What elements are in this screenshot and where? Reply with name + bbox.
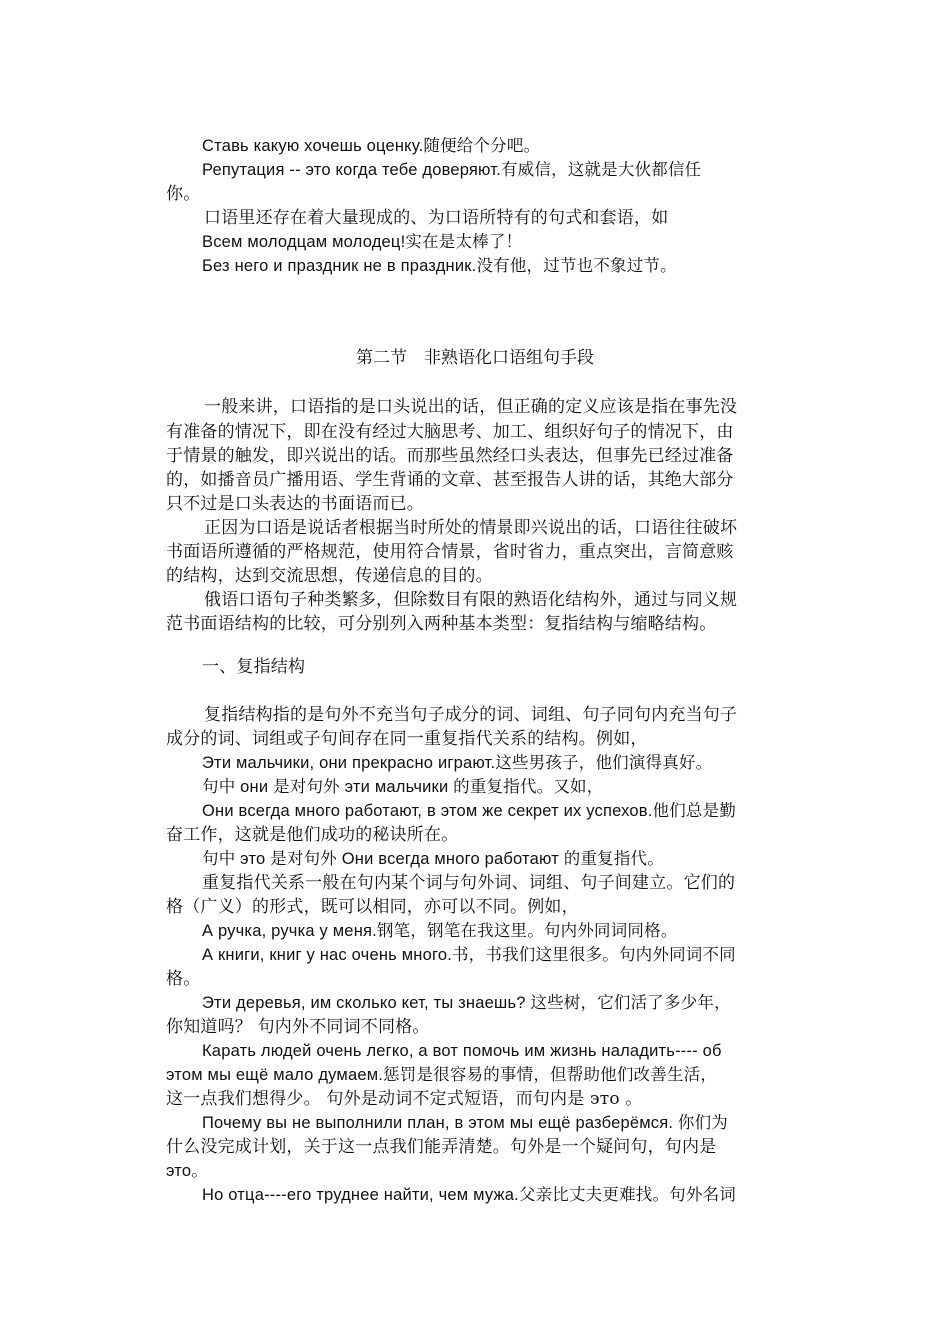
text-line: 口语里还存在着大量现成的、为口语所特有的句式和套语，如 bbox=[204, 208, 669, 228]
text-line: Эти деревья, им сколько кет, ты знаешь? 这些树，它们活了多少年， bbox=[202, 994, 731, 1012]
text-line: 范书面语结构的比较，可分别列入两种基本类型：复指结构与缩略结构。 bbox=[166, 614, 717, 634]
text-line: Эти мальчики, они прекрасно играют.这些男孩子，他们演得真好。 bbox=[202, 754, 713, 772]
text-line: 于情景的触发，即兴说出的话。而那些虽然经口头表达，但事先已经过准备 bbox=[166, 446, 734, 466]
text-line: это。 bbox=[166, 1162, 208, 1180]
text-line: 这一点我们想得少。 句外是动词不定式短语，而句内是 это 。 bbox=[166, 1089, 643, 1109]
text-line: 你知道吗？ 句内外不同词不同格。 bbox=[166, 1017, 430, 1037]
text-line: 正因为口语是说话者根据当时所处的情景即兴说出的话，口语往往破坏 bbox=[204, 518, 738, 538]
text-line: Карать людей очень легко, а вот помочь им жизнь наладить---- об bbox=[202, 1042, 722, 1060]
text-line: 的结构，达到交流思想，传递信息的目的。 bbox=[166, 566, 493, 586]
text-line: 你。 bbox=[166, 184, 201, 204]
text-line: Без него и праздник не в праздник.没有他，过节也不象过节。 bbox=[202, 257, 677, 275]
text-line: Ставь какую хочешь оценку.随便给个分吧。 bbox=[202, 137, 541, 155]
section-heading: 第二节 非熟语化口语组句手段 bbox=[356, 348, 594, 368]
text-line: Почему вы не выполнили план, в этом мы ещё разберёмся. 你们为 bbox=[202, 1114, 728, 1132]
text-line: Репутация -- это когда тебе доверяют.有威信，这就是大伙都信任 bbox=[202, 161, 702, 179]
text-line: 格。 bbox=[166, 969, 201, 989]
text-line: 俄语口语句子种类繁多，但除数目有限的熟语化结构外，通过与同义规 bbox=[204, 590, 738, 610]
text-line: Всем молодцам молодец!实在是太棒了！ bbox=[202, 233, 523, 251]
text-line: 成分的词、词组或子句间存在同一重复指代关系的结构。例如， bbox=[166, 729, 648, 749]
text-line: 的，如播音员广播用语、学生背诵的文章、甚至报告人讲的话，其绝大部分 bbox=[166, 470, 734, 490]
text-line: А книги, книг у нас очень много.书，书我们这里很多。句内外同词不同 bbox=[202, 946, 736, 964]
text-line: 句中 они 是对句外 эти мальчики 的重复指代。又如， bbox=[202, 778, 604, 796]
text-line: 只不过是口头表达的书面语而已。 bbox=[166, 494, 424, 514]
text-line: 什么没完成计划，关于这一点我们能弄清楚。句外是一个疑问句，句内是 bbox=[166, 1137, 717, 1157]
text-line: 句中 это 是对句外 Они всегда много работают 的重复指代。 bbox=[202, 850, 664, 868]
text-line: 复指结构指的是句外不充当句子成分的词、词组、句子同句内充当句子 bbox=[204, 705, 738, 725]
text-line: 奋工作，这就是他们成功的秘诀所在。 bbox=[166, 825, 459, 845]
text-line: Они всегда много работают, в этом же секрет их успехов.他们总是勤 bbox=[202, 802, 737, 820]
text-line: 格（广义）的形式，既可以相同，亦可以不同。例如， bbox=[166, 897, 579, 917]
text-line: Но отца----его труднее найти, чем мужа.父亲比丈夫更难找。句外名词 bbox=[202, 1186, 736, 1204]
subsection-heading: 一、复指结构 bbox=[202, 657, 306, 677]
text-line: 一般来讲，口语指的是口头说出的话，但正确的定义应该是指在事先没 bbox=[204, 397, 738, 417]
text-line: А ручка, ручка у меня.钢笔，钢笔在我这里。句内外同词同格。 bbox=[202, 922, 678, 940]
text-line: 有准备的情况下，即在没有经过大脑思考、加工、组织好句子的情况下，由 bbox=[166, 422, 734, 442]
text-line: 重复指代关系一般在句内某个词与句外词、词组、句子间建立。它们的 bbox=[202, 873, 736, 893]
text-line: этом мы ещё мало думаем.惩罚是很容易的事情，但帮助他们改善生活， bbox=[166, 1066, 718, 1084]
text-line: 书面语所遵循的严格规范，使用符合情景，省时省力，重点突出，言简意赅 bbox=[166, 542, 734, 562]
